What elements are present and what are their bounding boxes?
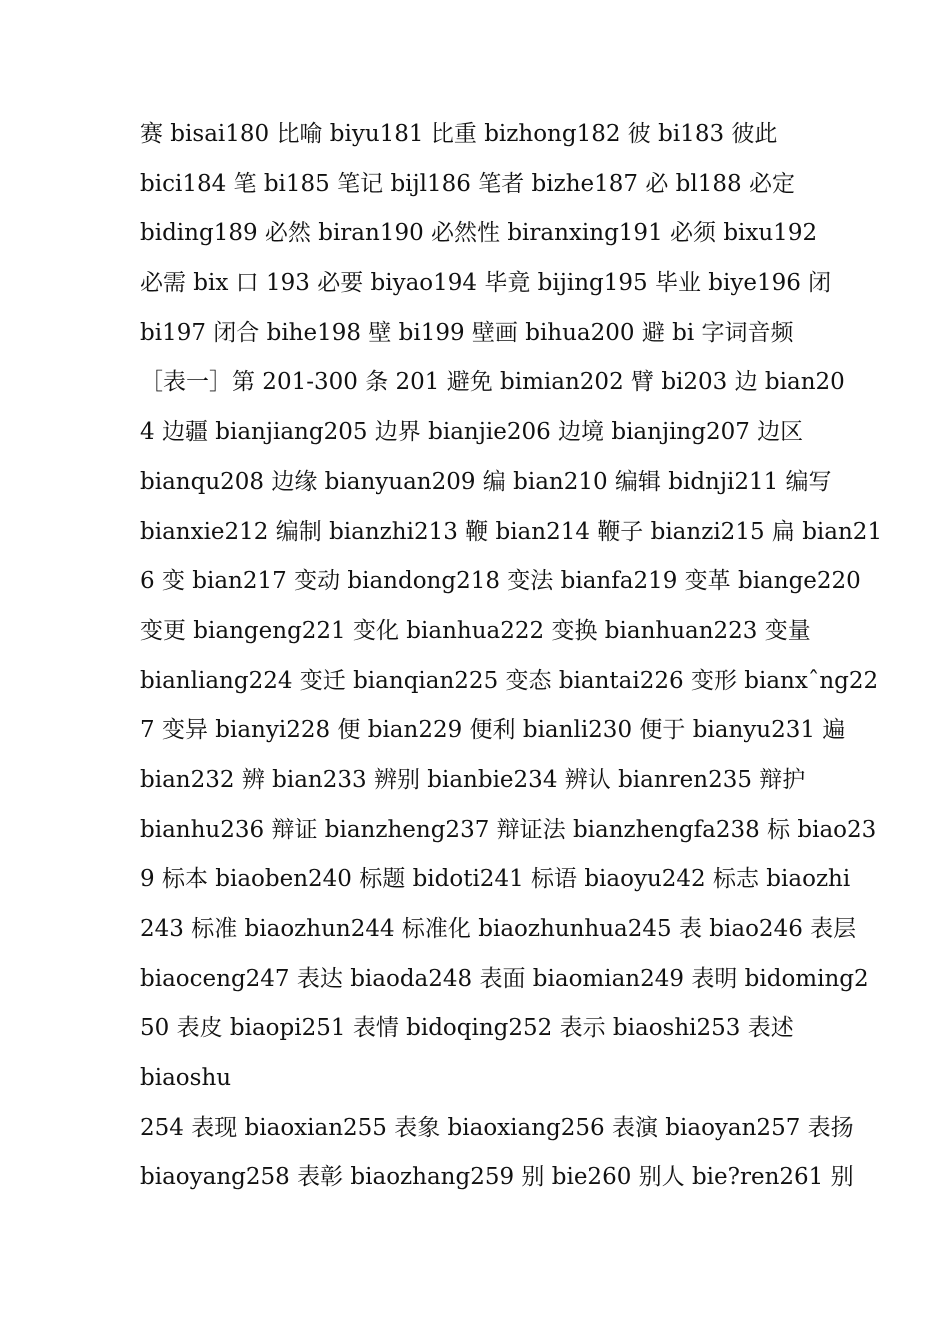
text-line: 6 变 bian217 变动 biandong218 变法 bianfa219 变革 biange220 <box>140 568 861 595</box>
text-line: biaoshu <box>140 1065 232 1092</box>
text-line: bian232 辨 bian233 辨别 bianbie234 辨认 bianren235 辩护 <box>140 766 806 793</box>
text-line: 4 边疆 bianjiang205 边界 bianjie206 边境 bianjing207 边区 <box>140 419 804 446</box>
text-line: bianhu236 辩证 bianzheng237 辩证法 bianzhengfa238 标 biao23 <box>140 816 877 843</box>
text-line: 变更 biangeng221 变化 bianhua222 变换 bianhuan223 变量 <box>140 617 811 644</box>
text-line: 9 标本 biaoben240 标题 bidoti241 标语 biaoyu242 标志 biaozhi <box>140 866 851 893</box>
text-line: 7 变异 bianyi228 便 bian229 便利 bianli230 便于 bianyu231 遍 <box>140 717 846 744</box>
document-body <box>140 110 883 1203</box>
text-line: 赛 bisai180 比喻 biyu181 比重 bizhong182 彼 bi183 彼此 <box>140 121 778 147</box>
text-line: biaoyang258 表彰 biaozhang259 别 bie260 别人 bie?ren261 别 <box>140 1164 854 1191</box>
text-line: bianxie212 编制 bianzhi213 鞭 bian214 鞭子 bianzi215 扁 bian21 <box>140 518 883 545</box>
text-line: 50 表皮 biaopi251 表情 bidoqing252 表示 biaoshi253 表述 <box>140 1015 794 1042</box>
text-line: 254 表现 biaoxian255 表象 biaoxiang256 表演 biaoyan257 表扬 <box>140 1114 854 1141</box>
text-line: biaoceng247 表达 biaoda248 表面 biaomian249 表明 bidoming2 <box>140 965 869 992</box>
text-line: 必需 bix 口 193 必要 biyao194 毕竟 bijing195 毕业 biye196 闭 <box>140 270 832 297</box>
text-line: bi197 闭合 bihe198 壁 bi199 壁画 bihua200 避 bi 字词音频 <box>140 319 794 346</box>
text-line: 243 标准 biaozhun244 标准化 biaozhunhua245 表 biao246 表层 <box>140 916 857 942</box>
text-line: bianliang224 变迁 bianqian225 变态 biantai226 变形 bianxˆng22 <box>140 667 879 694</box>
text-line: bici184 笔 bi185 笔记 bijl186 笔者 bizhe187 必 bl188 必定 <box>140 170 795 197</box>
text-line: ［表一］第 201-300 条 201 避免 bimian202 臂 bi203 边 bian20 <box>140 369 845 396</box>
text-line: biding189 必然 biran190 必然性 biranxing191 必须 bixu192 <box>140 220 818 247</box>
text-line: bianqu208 边缘 bianyuan209 编 bian210 编辑 bidnji211 编写 <box>140 468 832 495</box>
